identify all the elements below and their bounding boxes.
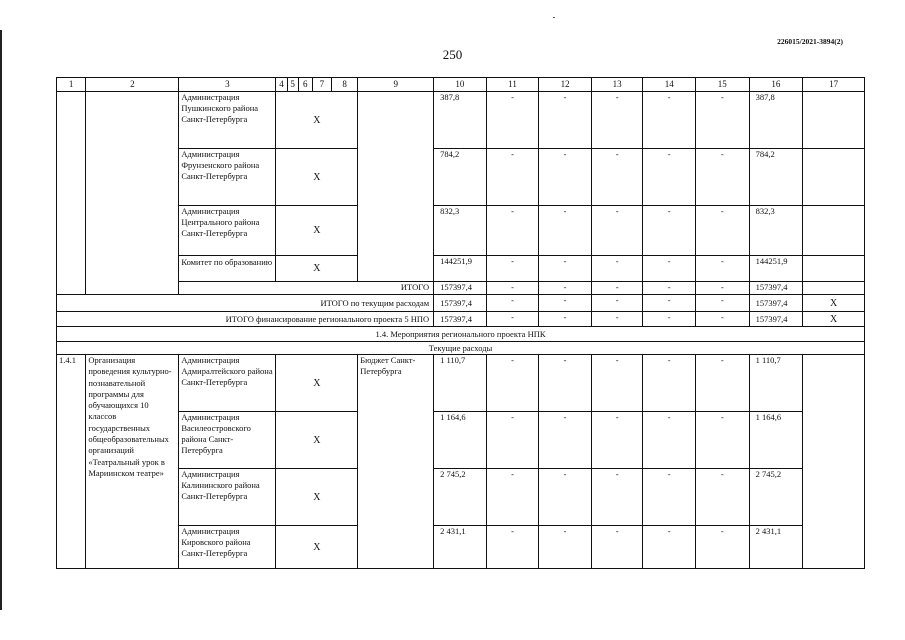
funding-source: Бюджет Санкт-Петербурга bbox=[358, 355, 434, 569]
executor-cell: Администрация Кировского района Санкт-Петербурга bbox=[179, 526, 276, 569]
col-header: 9 bbox=[358, 78, 434, 92]
dash-cell: - bbox=[643, 92, 696, 149]
x-mark: Х bbox=[803, 312, 865, 327]
total-project-label: ИТОГО финансирование регионального проекта 5 НПО bbox=[57, 312, 434, 327]
value-cell: 2 745,2 bbox=[434, 469, 487, 526]
executor-cell: Администрация Василеостровского района Санкт-Петербурга bbox=[179, 412, 276, 469]
dash-cell: - bbox=[539, 526, 592, 569]
budget-table bbox=[56, 77, 865, 569]
dash-cell: - bbox=[696, 469, 750, 526]
dash-cell: - bbox=[539, 149, 592, 206]
executor-cell: Администрация Фрунзенского района Санкт-Петербурга bbox=[179, 149, 276, 206]
dash-cell: - bbox=[539, 282, 592, 295]
dash-cell: - bbox=[643, 295, 696, 312]
dash-cell: - bbox=[643, 256, 696, 282]
x-mark: Х bbox=[276, 256, 358, 282]
col-header: 13 bbox=[591, 78, 643, 92]
table-row bbox=[57, 355, 865, 412]
subsection-title-row bbox=[57, 342, 865, 355]
total-value: 157397,4 bbox=[749, 282, 803, 295]
value-cell: 832,3 bbox=[434, 206, 487, 256]
total-current-value: 157397,4 bbox=[434, 295, 487, 312]
dash-cell: - bbox=[643, 282, 696, 295]
dash-cell: - bbox=[591, 256, 643, 282]
col-header: 17 bbox=[803, 78, 865, 92]
item-number: 1.4.1 bbox=[57, 355, 86, 569]
dash-cell: - bbox=[486, 312, 539, 327]
dash-cell: - bbox=[486, 92, 539, 149]
value-cell: 784,2 bbox=[434, 149, 487, 206]
dash-cell: - bbox=[696, 206, 750, 256]
value-cell: 784,2 bbox=[749, 149, 803, 206]
dash-cell: - bbox=[696, 295, 750, 312]
total-current-label: ИТОГО по текущим расходам bbox=[57, 295, 434, 312]
scan-edge-mark bbox=[0, 30, 2, 610]
dash-cell: - bbox=[643, 469, 696, 526]
dash-cell: - bbox=[696, 526, 750, 569]
x-mark: Х bbox=[276, 355, 358, 412]
dash-cell: - bbox=[539, 355, 592, 412]
subsection-title: Текущие расходы bbox=[57, 342, 865, 355]
executor-cell: Администрация Калининского района Санкт-Петербурга bbox=[179, 469, 276, 526]
page-number: 250 bbox=[442, 47, 463, 62]
executor-cell: Администрация Центрального района Санкт-Петербурга bbox=[179, 206, 276, 256]
dash-cell: - bbox=[591, 312, 643, 327]
dash-cell: - bbox=[696, 92, 750, 149]
empty-cell bbox=[803, 149, 865, 206]
dash-cell: - bbox=[486, 355, 539, 412]
dash-cell: - bbox=[486, 282, 539, 295]
dash-cell: - bbox=[539, 312, 592, 327]
dash-cell: - bbox=[696, 312, 750, 327]
col-header: 10 bbox=[434, 78, 487, 92]
empty-cell bbox=[803, 282, 865, 295]
value-cell: 144251,9 bbox=[434, 256, 487, 282]
total-current-value: 157397,4 bbox=[749, 295, 803, 312]
dash-cell: - bbox=[539, 295, 592, 312]
dash-cell: - bbox=[486, 469, 539, 526]
total-value: 157397,4 bbox=[434, 282, 487, 295]
dash-cell: - bbox=[539, 256, 592, 282]
dash-cell: - bbox=[591, 206, 643, 256]
dash-cell: - bbox=[486, 412, 539, 469]
x-mark: Х bbox=[276, 469, 358, 526]
total-project-value: 157397,4 bbox=[434, 312, 487, 327]
item-name-cell bbox=[86, 92, 179, 295]
x-mark: Х bbox=[276, 149, 358, 206]
empty-cell bbox=[803, 355, 865, 569]
col-header: 12 bbox=[539, 78, 592, 92]
dash-cell: - bbox=[539, 412, 592, 469]
col-header: 3 bbox=[179, 78, 276, 92]
col-header: 1 bbox=[57, 78, 86, 92]
item-number-cell bbox=[57, 92, 86, 295]
x-mark: Х bbox=[276, 206, 358, 256]
col-header: 2 bbox=[86, 78, 179, 92]
dash-cell: - bbox=[486, 149, 539, 206]
dash-cell: - bbox=[591, 295, 643, 312]
col-header: 5 bbox=[287, 78, 298, 92]
dash-cell: - bbox=[696, 355, 750, 412]
value-cell: 1 164,6 bbox=[434, 412, 487, 469]
dash-cell: - bbox=[591, 526, 643, 569]
dash-cell: - bbox=[591, 355, 643, 412]
dash-cell: - bbox=[591, 282, 643, 295]
value-cell: 387,8 bbox=[749, 92, 803, 149]
dash-cell: - bbox=[643, 355, 696, 412]
value-cell: 2 431,1 bbox=[434, 526, 487, 569]
section-title: 1.4. Мероприятия регионального проекта НПК bbox=[57, 327, 865, 342]
x-mark: Х bbox=[803, 295, 865, 312]
dash-cell: - bbox=[486, 526, 539, 569]
dash-cell: - bbox=[486, 295, 539, 312]
total-project-row bbox=[57, 312, 865, 327]
source-cell bbox=[358, 92, 434, 282]
dash-cell: - bbox=[643, 526, 696, 569]
document-id: 226015/2021-3894(2) bbox=[777, 37, 843, 46]
empty-cell bbox=[803, 92, 865, 149]
dash-cell: - bbox=[539, 92, 592, 149]
section-title-row bbox=[57, 327, 865, 342]
col-header: 14 bbox=[643, 78, 696, 92]
dash-cell: - bbox=[591, 469, 643, 526]
dash-cell: - bbox=[486, 206, 539, 256]
col-header: 11 bbox=[486, 78, 539, 92]
value-cell: 2 431,1 bbox=[749, 526, 803, 569]
empty-cell bbox=[803, 256, 865, 282]
total-project-value: 157397,4 bbox=[749, 312, 803, 327]
executor-cell: Комитет по образованию bbox=[179, 256, 276, 282]
table-row bbox=[57, 92, 865, 149]
x-mark: Х bbox=[276, 92, 358, 149]
total-label: ИТОГО bbox=[179, 282, 434, 295]
x-mark: Х bbox=[276, 412, 358, 469]
dash-cell: - bbox=[591, 412, 643, 469]
col-header: 6 bbox=[298, 78, 312, 92]
x-mark: Х bbox=[276, 526, 358, 569]
value-cell: 1 110,7 bbox=[749, 355, 803, 412]
col-header: 8 bbox=[332, 78, 358, 92]
dash-cell: - bbox=[643, 149, 696, 206]
dash-cell: - bbox=[696, 412, 750, 469]
dash-cell: - bbox=[696, 256, 750, 282]
dash-cell: - bbox=[696, 282, 750, 295]
item-name: Организация проведения культурно-познавательной программы для обучающихся 10 классов государственных общеобразовательных организаций «Театральный урок в Мариинском театре» bbox=[86, 355, 179, 569]
total-current-row bbox=[57, 295, 865, 312]
dash-cell: - bbox=[643, 206, 696, 256]
col-header: 15 bbox=[696, 78, 750, 92]
dash-cell: - bbox=[696, 149, 750, 206]
value-cell: 1 110,7 bbox=[434, 355, 487, 412]
col-header: 16 bbox=[749, 78, 803, 92]
scan-dot bbox=[553, 17, 555, 18]
value-cell: 1 164,6 bbox=[749, 412, 803, 469]
dash-cell: - bbox=[643, 312, 696, 327]
column-number-row bbox=[57, 78, 865, 92]
value-cell: 144251,9 bbox=[749, 256, 803, 282]
executor-cell: Администрация Адмиралтейского района Санкт-Петербурга bbox=[179, 355, 276, 412]
col-header: 7 bbox=[312, 78, 331, 92]
dash-cell: - bbox=[539, 206, 592, 256]
value-cell: 832,3 bbox=[749, 206, 803, 256]
dash-cell: - bbox=[486, 256, 539, 282]
col-header: 4 bbox=[276, 78, 287, 92]
dash-cell: - bbox=[591, 149, 643, 206]
executor-cell: Администрация Пушкинского района Санкт-Петербурга bbox=[179, 92, 276, 149]
value-cell: 387,8 bbox=[434, 92, 487, 149]
dash-cell: - bbox=[643, 412, 696, 469]
dash-cell: - bbox=[539, 469, 592, 526]
value-cell: 2 745,2 bbox=[749, 469, 803, 526]
empty-cell bbox=[803, 206, 865, 256]
dash-cell: - bbox=[591, 92, 643, 149]
